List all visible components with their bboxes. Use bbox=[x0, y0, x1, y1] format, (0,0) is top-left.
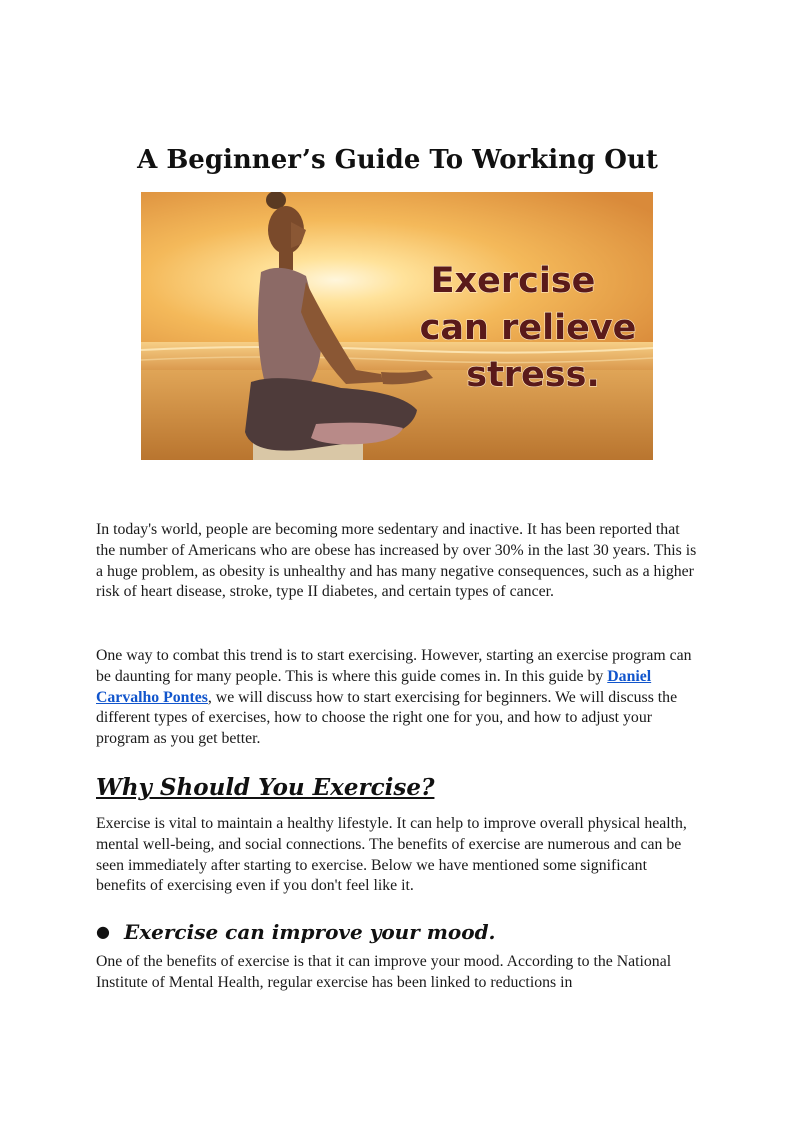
second-paragraph bbox=[96, 646, 700, 750]
second-paragraph-end: , we will discuss how to start exercising for beginners. We will discuss the different types of exercises, how to choose the right one for you, and how to adjust your program as you get better. bbox=[96, 688, 678, 748]
hero-image bbox=[141, 192, 653, 460]
bullet-dot-icon: ● bbox=[96, 922, 110, 941]
intro-paragraph: In today's world, people are becoming more sedentary and inactive. It has been reported that the number of Americans who are obese has increased by over 30% in the last 30 years. This is a huge problem, as obesity is unhealthy and has many negative consequences, such as a higher risk of heart disease, stroke, type II diabetes, and certain types of cancer. bbox=[96, 521, 697, 601]
second-paragraph-start: One way to combat this trend is to start exercising. However, starting an exercise program can be daunting for many people. This is where this guide comes in. In this guide by bbox=[96, 647, 692, 685]
bullet-heading-text: Exercise can improve your mood. bbox=[124, 920, 496, 944]
section-heading: Why Should You Exercise? bbox=[96, 774, 435, 801]
hero-text-line1: Exercise bbox=[430, 261, 596, 301]
section-paragraph: Exercise is vital to maintain a healthy lifestyle. It can help to improve overall physical health, mental well-being, and social connections. The benefits of exercise are numerous and can be seen immediately after starting to exercise. Below we have mentioned some significant benefits of exercising even if you don't feel like it. bbox=[96, 815, 687, 895]
hero-text-line3: stress. bbox=[466, 355, 600, 395]
bullet-paragraph: One of the benefits of exercise is that it can improve your mood. According to the National Institute of Mental Health, regular exercise has been linked to reductions in bbox=[96, 953, 672, 991]
document-title: A Beginner’s Guide To Working Out bbox=[137, 145, 658, 175]
hero-text-line2: can relieve bbox=[419, 308, 637, 348]
author-link[interactable]: Daniel Carvalho Pontes bbox=[96, 667, 652, 706]
meditation-photo bbox=[141, 192, 653, 460]
bullet-heading bbox=[96, 918, 496, 946]
